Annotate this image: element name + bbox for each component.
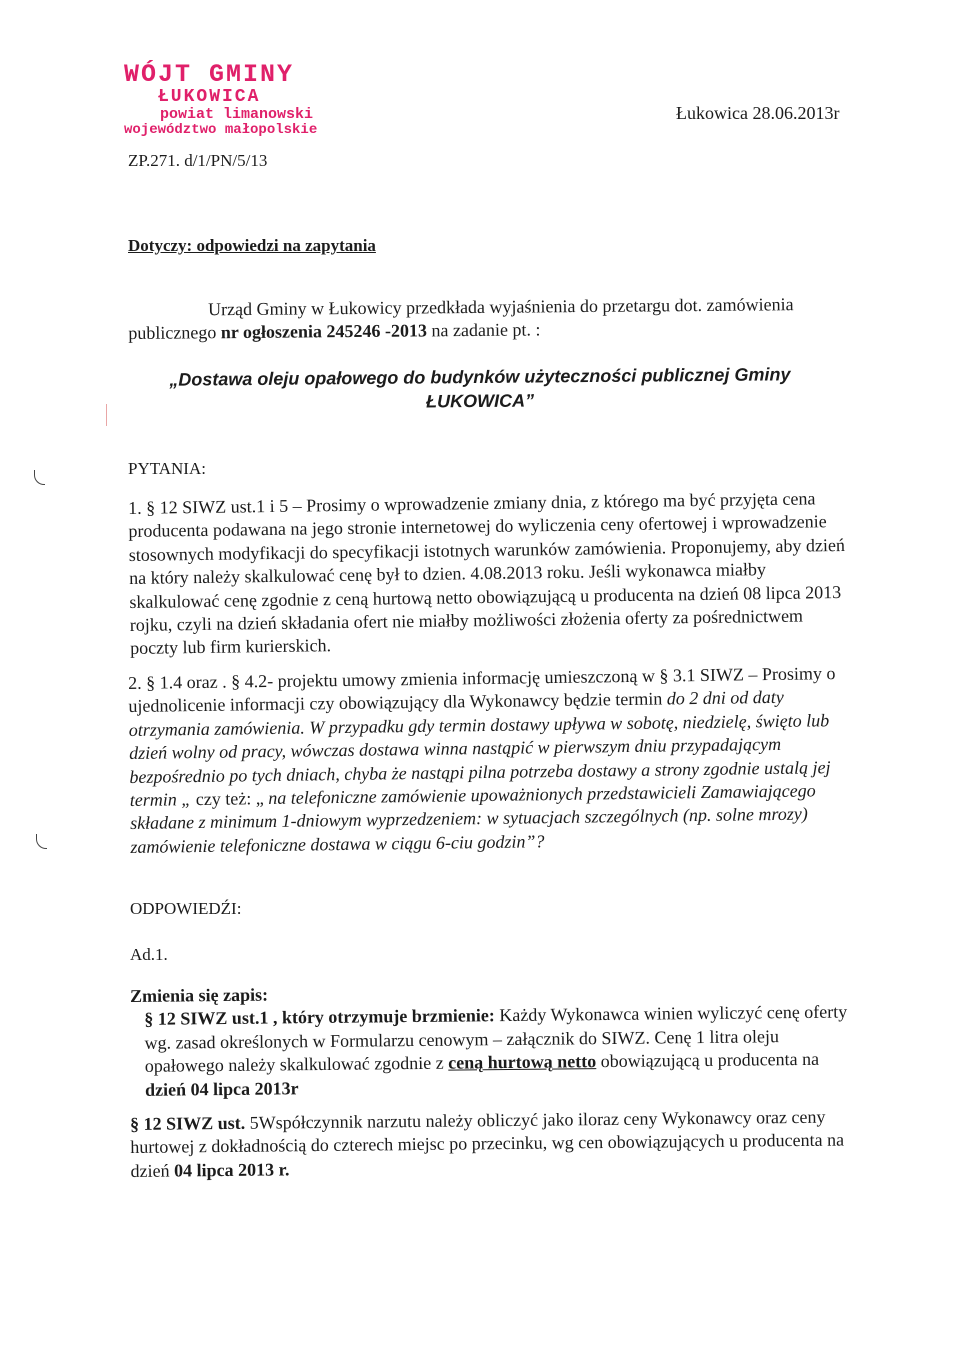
changes-price-term: ceną hurtową netto: [448, 1051, 597, 1073]
stamp-line-municipality: ŁUKOWICA: [158, 87, 261, 108]
place-and-date: Łukowica 28.06.2013r: [676, 103, 840, 123]
changes-text-1: Każdy Wykonawca winien wyliczyć cenę oferty wg. zasad określonych w Formularzu cenowym – załącznik do SIWZ. Cenę 1 litra oleju opałowego należy skalkulować zgodnie z: [144, 1001, 848, 1077]
subject-line: Dotyczy: odpowiedzi na zapytania: [128, 236, 376, 255]
tender-title: [130, 363, 830, 417]
changes-paragraph: [130, 1001, 851, 1102]
question-1: 1. § 12 SIWZ ust.1 i 5 – Prosimy o wprowadzenie zmiany dnia, z którego ma być przyjęta cena producenta podawana na jego stronie internetowej do wyliczenia ceny ofertowej i wprowadzenie stosownych modyfikacji do specyfikacji istotnych warunków zamówienia. Proponujemy, aby dzień na który należy skalkulować cenę był to dzien. 4.08.2013 roku. Jeśli wykonawca miałby skalkulować cenę zgodnie z ceną hurtową netto obowiązującą u producenta na dzień 08 lipca 2013 rojku, czyli na dzień składania ofert nie miałby możliwości złożenia oferty za pośrednictwem poczty lub firm kurierskich.: [128, 488, 846, 659]
answers-heading: ODPOWIEDŹI:: [130, 899, 242, 918]
changes-text-2: obowiązującą u producenta na: [600, 1048, 820, 1072]
question-2-text-1: 2. § 1.4 oraz . § 4.2- projektu umowy zmienia informację umieszczoną w § 3.1 SIWZ – Prosimy o ujednolicenie informacji czy obowiązujący dla Wykonawcy będzie termin: [128, 663, 836, 717]
question-2-quote-2: na telefoniczne zamówienie upoważnionych przedstawicieli Zamawiającego składane z minimum 1-dniowym wyprzedzeniem: w sytuacjach szczególnych (np. solne mrozy) zamówienie telefoniczne dostawa w ciągu 6-ciu godzin”?: [129, 780, 816, 857]
question-2-text-2: czy też: „: [195, 788, 264, 810]
intro-notice-number: nr ogłoszenia 245246 -2013: [220, 320, 428, 343]
answer-1-label: Ad.1.: [130, 945, 168, 964]
intro-text-1: Urząd Gminy w Łukowicy przedkłada wyjaśnienia do przetargu dot. zamówienia publicznego: [128, 294, 794, 344]
clause-5-paragraph: [130, 1105, 853, 1183]
question-2: [128, 662, 851, 859]
changes-date: dzień 04 lipca 2013r: [144, 1077, 299, 1100]
clause-5-heading: § 12 SIWZ ust.: [130, 1112, 246, 1134]
tender-title-line-2: ŁUKOWICA”: [426, 390, 535, 412]
stamp-line-county: powiat limanowski: [160, 106, 314, 124]
clause-5-text: 5Współczynnik narzutu należy obliczyć jako iloraz ceny Wykonawcy oraz ceny hurtowej z dokładnością do czterech miejsc po przecinku, wg cen obowiązujących u producenta na dzień: [130, 1106, 845, 1181]
punch-hole-mark-top: [34, 470, 45, 485]
margin-mark: [106, 404, 107, 426]
changes-section: [130, 977, 851, 1101]
reference-number: ZP.271. d/1/PN/5/13: [128, 151, 268, 170]
stamp-line-title: WÓJT GMINY: [124, 60, 295, 89]
intro-paragraph: [128, 293, 838, 346]
stamp-line-province: województwo małopolskie: [124, 121, 318, 138]
questions-heading: PYTANIA:: [128, 459, 206, 478]
question-2-quote-1: do 2 dni od daty otrzymania zamówienia. W przypadku gdy termin dostawy upływa w sobotę, niedzielę, święto lub dzień wolny od pracy, wówczas dostawa winna nastąpić w pierwszym dniu przypadającym bezpośrednio po tych dniach, chyba że nastąpi pilna potrzeba dostawy a strony zgodnie ustalą jej termin „: [128, 687, 831, 810]
intro-text-2: na zadanie pt. :: [431, 319, 541, 341]
changes-clause: § 12 SIWZ ust.1 , który otrzymuje brzmienie:: [144, 1005, 495, 1030]
changes-heading: Zmienia się zapis:: [130, 984, 269, 1006]
punch-hole-mark-bottom: [36, 834, 47, 849]
office-stamp: [124, 62, 317, 138]
tender-title-line-1: „Dostawa oleju opałowego do budynków użyteczności publicznej Gminy: [169, 364, 791, 390]
clause-5-date: 04 lipca 2013 r.: [173, 1159, 290, 1181]
